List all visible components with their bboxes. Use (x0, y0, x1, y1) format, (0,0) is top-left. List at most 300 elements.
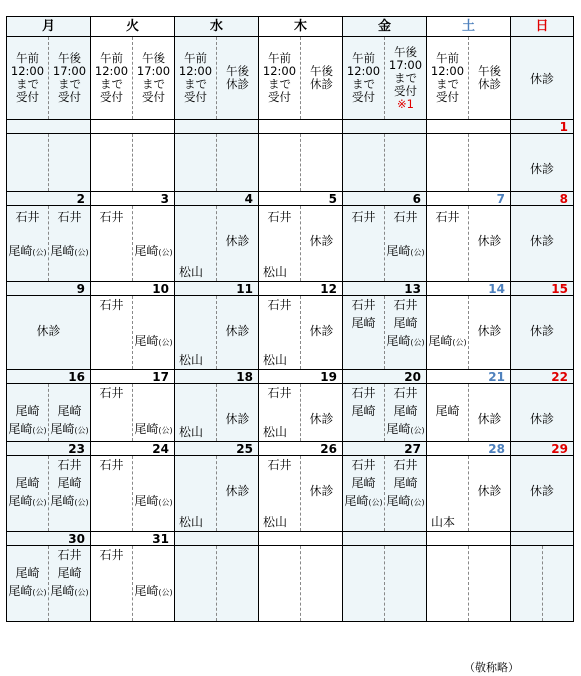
day-header-fri: 金 (343, 17, 427, 37)
doctor-name-text: 休診 (225, 412, 250, 426)
doctor-name (49, 494, 90, 510)
day-header-tue: 火 (91, 17, 175, 37)
date-number: 10 (91, 282, 174, 296)
hours-wed (175, 37, 259, 120)
doctor-name-text: 休診 (225, 484, 250, 498)
doctor-name (263, 353, 287, 367)
doctor-name-text: 石井 (267, 386, 292, 400)
afternoon-slot (216, 134, 258, 191)
doctor-name-text: 石井 (267, 210, 292, 224)
closed-label: 休診 (529, 71, 554, 86)
doctor-name (179, 515, 203, 529)
morning-slot (259, 206, 300, 281)
date-number (427, 532, 510, 546)
day-cell (175, 282, 259, 370)
doctor-name-text: 休診 (309, 484, 334, 498)
doctor-name (259, 298, 300, 312)
doctor-name (49, 244, 90, 260)
day-cell (7, 370, 91, 442)
afternoon-slot (48, 134, 90, 191)
date-number: 4 (175, 192, 258, 206)
morning-slot (343, 134, 384, 191)
doctor-name-text: 松山 (179, 515, 204, 529)
public-insurance-mark: (公) (32, 588, 47, 597)
day-cell (175, 192, 259, 282)
doctor-name (343, 494, 384, 510)
doctor-name-text: 尾崎 (50, 494, 75, 508)
afternoon-slot (216, 456, 258, 531)
doctor-name (343, 458, 384, 472)
doctor-name-text: 山本 (431, 515, 456, 529)
day-header-thu: 木 (259, 17, 343, 37)
doctor-name-text: 石井 (99, 386, 124, 400)
afternoon-slot (132, 134, 174, 191)
doctor-name-text: 尾崎 (351, 476, 376, 490)
doctor-name-text: 石井 (99, 548, 124, 562)
doctor-name (133, 334, 174, 350)
doctor-name (259, 210, 300, 224)
date-number: 5 (259, 192, 342, 206)
doctor-name (263, 265, 287, 279)
afternoon-slot (300, 134, 342, 191)
day-cell (427, 532, 511, 622)
doctor-name-text: 尾崎 (57, 476, 82, 490)
closed-label: 休診 (529, 412, 554, 426)
morning-slot (427, 296, 468, 369)
morning-slot (91, 134, 132, 191)
doctor-name (385, 458, 426, 472)
closed-label (301, 234, 342, 248)
day-cell (343, 532, 427, 622)
doctor-name-text: 尾崎 (351, 404, 376, 418)
doctor-name-text: 尾崎 (134, 584, 159, 598)
doctor-name (91, 210, 132, 224)
day-cell (259, 532, 343, 622)
date-number: 1 (511, 120, 573, 134)
morning-slot (175, 384, 216, 441)
doctor-name-text: 石井 (393, 386, 418, 400)
date-number (259, 532, 342, 546)
morning-slot (259, 296, 300, 369)
day-cell (343, 442, 427, 532)
doctor-name-text: 休診 (477, 484, 502, 498)
morning-hours: 午前 12:00 まで 受付 (10, 51, 45, 104)
public-insurance-mark: (公) (158, 248, 173, 257)
morning-slot (7, 384, 48, 441)
date-number: 22 (511, 370, 573, 384)
date-number: 8 (511, 192, 573, 206)
closed-label (217, 412, 258, 426)
day-cell (7, 442, 91, 532)
doctor-name-text: 尾崎 (8, 584, 33, 598)
date-number: 3 (91, 192, 174, 206)
day-cell (259, 282, 343, 370)
public-insurance-mark: (公) (32, 248, 47, 257)
doctor-name-text: 石井 (99, 210, 124, 224)
morning-hours: 午前 12:00 まで 受付 (346, 51, 381, 104)
day-cell (7, 192, 91, 282)
date-number: 6 (343, 192, 426, 206)
doctor-name-text: 尾崎 (386, 422, 411, 436)
afternoon-slot (132, 546, 174, 621)
public-insurance-mark: (公) (410, 498, 425, 507)
afternoon-slot (216, 296, 258, 369)
closed-label (469, 324, 510, 338)
doctor-name (133, 422, 174, 438)
date-number (175, 120, 258, 134)
afternoon-slot (216, 206, 258, 281)
day-cell (343, 370, 427, 442)
date-number: 15 (511, 282, 573, 296)
doctor-name (259, 458, 300, 472)
morning-slot (259, 134, 300, 191)
day-cell (259, 192, 343, 282)
date-number: 11 (175, 282, 258, 296)
public-insurance-mark: (公) (158, 338, 173, 347)
date-number (343, 532, 426, 546)
morning-slot (427, 134, 468, 191)
doctor-name (49, 566, 90, 580)
doctor-name-text: 休診 (309, 234, 334, 248)
doctor-name (263, 515, 287, 529)
doctor-name-text: 尾崎 (134, 422, 159, 436)
date-number: 17 (91, 370, 174, 384)
doctor-name-text: 石井 (351, 386, 376, 400)
afternoon-hours-text: 午後 17:00 まで 受付 (388, 44, 423, 98)
morning-slot (343, 296, 384, 369)
doctor-name (427, 334, 468, 350)
afternoon-slot (300, 296, 342, 369)
doctor-name (91, 298, 132, 312)
morning-slot (427, 546, 468, 621)
day-cell (343, 120, 427, 192)
doctor-name-text: 尾崎 (344, 494, 369, 508)
day-cell (7, 282, 91, 370)
doctor-name-text: 休診 (477, 412, 502, 426)
doctor-name-text: 尾崎 (386, 244, 411, 258)
public-insurance-mark: (公) (158, 498, 173, 507)
morning-hours: 午前 12:00 まで 受付 (178, 51, 213, 104)
closed-label (217, 234, 258, 248)
closed-label (301, 412, 342, 426)
doctor-name (385, 494, 426, 510)
day-cell (427, 282, 511, 370)
doctor-name (49, 422, 90, 438)
afternoon-hours: 午後 17:00 まで 受付 (48, 37, 90, 119)
doctor-name (385, 298, 426, 312)
doctor-name-text: 石井 (99, 458, 124, 472)
doctor-name-text: 尾崎 (386, 334, 411, 348)
doctor-name-text: 石井 (99, 298, 124, 312)
day-cell (259, 120, 343, 192)
day-cell (91, 370, 175, 442)
date-number (91, 120, 174, 134)
date-number: 26 (259, 442, 342, 456)
doctor-name-text: 休診 (477, 324, 502, 338)
day-header-mon: 月 (7, 17, 91, 37)
afternoon-slot (132, 384, 174, 441)
doctor-name-text: 休診 (225, 324, 250, 338)
doctor-name-text: 石井 (57, 458, 82, 472)
afternoon-slot (468, 296, 510, 369)
doctor-name-text: 尾崎 (386, 494, 411, 508)
doctor-name-text: 松山 (263, 265, 288, 279)
doctor-name (7, 210, 48, 224)
date-number: 16 (7, 370, 90, 384)
doctor-name-text: 休診 (309, 412, 334, 426)
day-cell (343, 192, 427, 282)
public-insurance-mark: (公) (74, 248, 89, 257)
closed-label: 休診 (36, 324, 61, 338)
week-row (7, 282, 574, 370)
doctor-name-text: 石井 (393, 298, 418, 312)
week-row (7, 192, 574, 282)
doctor-name (179, 265, 203, 279)
day-cell (175, 532, 259, 622)
afternoon-slot (216, 546, 258, 621)
doctor-name (263, 425, 287, 439)
doctor-name-text: 石井 (57, 548, 82, 562)
closed-label: 休診 (529, 162, 554, 176)
morning-slot (259, 456, 300, 531)
morning-slot (91, 296, 132, 369)
morning-slot (175, 206, 216, 281)
date-number (175, 532, 258, 546)
public-insurance-mark: (公) (410, 338, 425, 347)
public-insurance-mark: (公) (410, 248, 425, 257)
day-cell (343, 282, 427, 370)
doctor-name (385, 316, 426, 330)
doctor-name-text: 石井 (393, 458, 418, 472)
doctor-name (343, 316, 384, 330)
morning-slot (7, 456, 48, 531)
doctor-name-text: 尾崎 (134, 244, 159, 258)
day-cell (511, 192, 574, 282)
doctor-name (49, 584, 90, 600)
doctor-name (385, 404, 426, 418)
afternoon-slot (384, 134, 426, 191)
morning-slot (175, 134, 216, 191)
public-insurance-mark: (公) (32, 498, 47, 507)
doctor-name (343, 404, 384, 418)
doctor-name (7, 404, 48, 418)
public-insurance-mark: (公) (74, 588, 89, 597)
date-number: 13 (343, 282, 426, 296)
morning-slot (343, 546, 384, 621)
closed-label (217, 324, 258, 338)
afternoon-slot (300, 546, 342, 621)
doctor-name-text: 石井 (351, 210, 376, 224)
doctor-name (49, 458, 90, 472)
doctor-name (343, 386, 384, 400)
doctor-name-text: 尾崎 (57, 566, 82, 580)
public-insurance-mark: (公) (452, 338, 467, 347)
day-cell (511, 532, 574, 622)
doctor-name-text: 尾崎 (15, 476, 40, 490)
doctor-name (49, 476, 90, 490)
morning-slot (91, 384, 132, 441)
date-number (343, 120, 426, 134)
week-row (7, 370, 574, 442)
afternoon-slot (468, 384, 510, 441)
doctor-name (7, 476, 48, 490)
doctor-name-text: 石井 (15, 210, 40, 224)
afternoon-slot (300, 206, 342, 281)
morning-slot (175, 456, 216, 531)
closed-label (469, 412, 510, 426)
afternoon-slot (132, 456, 174, 531)
closed-label (217, 484, 258, 498)
doctor-name-text: 尾崎 (428, 334, 453, 348)
afternoon-slot (300, 456, 342, 531)
public-insurance-mark: (公) (158, 588, 173, 597)
doctor-name (133, 494, 174, 510)
date-number: 25 (175, 442, 258, 456)
doctor-name (91, 386, 132, 400)
closed-label (469, 484, 510, 498)
doctor-name-text: 尾崎 (435, 404, 460, 418)
morning-slot (343, 384, 384, 441)
public-insurance-mark: (公) (158, 426, 173, 435)
public-insurance-mark: (公) (74, 498, 89, 507)
morning-slot (91, 456, 132, 531)
doctor-name (179, 425, 203, 439)
closed-label: 休診 (529, 324, 554, 338)
day-cell (427, 442, 511, 532)
morning-slot (175, 546, 216, 621)
doctor-name (431, 515, 455, 529)
morning-hours: 午前 12:00 まで 受付 (430, 51, 465, 104)
afternoon-slot (48, 456, 90, 531)
doctor-name-text: 石井 (393, 210, 418, 224)
date-number: 9 (7, 282, 90, 296)
doctor-name-text: 石井 (351, 298, 376, 312)
day-cell (511, 442, 574, 532)
date-number: 14 (427, 282, 510, 296)
doctor-name (133, 584, 174, 600)
afternoon-slot (300, 384, 342, 441)
doctor-name-text: 尾崎 (393, 404, 418, 418)
doctor-name (7, 244, 48, 260)
doctor-name-text: 尾崎 (50, 422, 75, 436)
doctor-name (91, 458, 132, 472)
day-cell (427, 120, 511, 192)
doctor-name (427, 210, 468, 224)
hours-sat (427, 37, 511, 120)
afternoon-slot (468, 134, 510, 191)
morning-slot (91, 546, 132, 621)
day-cell (91, 282, 175, 370)
day-cell (259, 370, 343, 442)
week-row (7, 120, 574, 192)
date-number: 27 (343, 442, 426, 456)
week-row (7, 532, 574, 622)
date-number: 2 (7, 192, 90, 206)
doctor-name-text: 松山 (263, 425, 288, 439)
morning-slot (427, 456, 468, 531)
closed-label (301, 324, 342, 338)
date-number: 19 (259, 370, 342, 384)
morning-slot (7, 546, 48, 621)
afternoon-slot (384, 456, 426, 531)
public-insurance-mark: (公) (368, 498, 383, 507)
day-cell (7, 120, 91, 192)
morning-slot (91, 206, 132, 281)
doctor-name (427, 404, 468, 418)
day-cell (91, 442, 175, 532)
date-number: 12 (259, 282, 342, 296)
doctor-name-text: 松山 (179, 265, 204, 279)
day-header-sat: 土 (427, 17, 511, 37)
hours-fri (343, 37, 427, 120)
doctor-name-text: 松山 (179, 353, 204, 367)
afternoon-hours: 午後 休診 (216, 37, 258, 119)
doctor-name-text: 松山 (263, 353, 288, 367)
date-number: 21 (427, 370, 510, 384)
afternoon-hours (384, 37, 426, 119)
doctor-name-text: 尾崎 (8, 422, 33, 436)
doctor-name-text: 松山 (179, 425, 204, 439)
date-number (427, 120, 510, 134)
closed-label (301, 484, 342, 498)
doctor-name (7, 422, 48, 438)
public-insurance-mark: (公) (410, 426, 425, 435)
doctor-name (385, 476, 426, 490)
afternoon-slot (468, 206, 510, 281)
doctor-name-text: 尾崎 (351, 316, 376, 330)
afternoon-slot (132, 296, 174, 369)
date-number: 30 (7, 532, 90, 546)
day-cell (91, 192, 175, 282)
doctor-name-text: 石井 (267, 298, 292, 312)
doctor-name (7, 566, 48, 580)
day-cell (91, 120, 175, 192)
doctor-name-text: 尾崎 (8, 244, 33, 258)
day-cell (259, 442, 343, 532)
doctor-name (385, 386, 426, 400)
date-number: 18 (175, 370, 258, 384)
doctor-name (133, 244, 174, 260)
hours-mon (7, 37, 91, 120)
doctor-name (179, 353, 203, 367)
morning-slot (511, 546, 542, 621)
morning-slot (7, 206, 48, 281)
doctor-name (385, 422, 426, 438)
doctor-name-text: 尾崎 (8, 494, 33, 508)
doctor-name-text: 尾崎 (393, 316, 418, 330)
day-cell (175, 370, 259, 442)
morning-hours: 午前 12:00 まで 受付 (94, 51, 129, 104)
afternoon-slot (384, 206, 426, 281)
hours-sun (511, 37, 574, 120)
doctor-name-text: 尾崎 (50, 244, 75, 258)
doctor-name (7, 494, 48, 510)
day-cell (427, 192, 511, 282)
day-cell (427, 370, 511, 442)
week-row (7, 442, 574, 532)
morning-slot (7, 134, 48, 191)
schedule-calendar (6, 16, 574, 622)
morning-slot (343, 206, 384, 281)
hours-thu (259, 37, 343, 120)
morning-slot (175, 296, 216, 369)
afternoon-slot (216, 384, 258, 441)
doctor-name-text: 尾崎 (134, 494, 159, 508)
afternoon-slot (48, 384, 90, 441)
doctor-name (49, 210, 90, 224)
morning-slot (427, 206, 468, 281)
doctor-name-text: 休診 (309, 324, 334, 338)
